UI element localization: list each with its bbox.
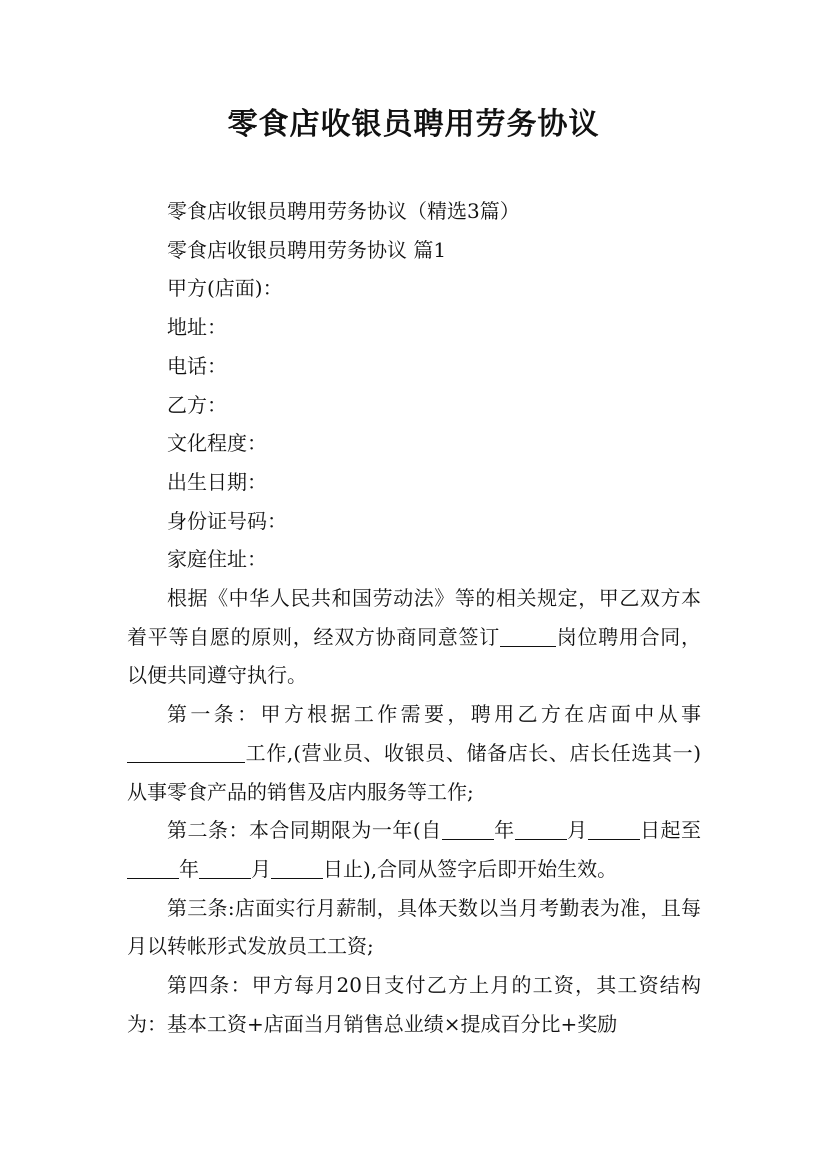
preamble-text-2: 岗位聘用合同，以便共同遵守执行。: [127, 624, 702, 688]
field-phone: 电话：: [167, 353, 227, 378]
article-2: [127, 811, 701, 888]
article-1: [127, 695, 701, 811]
article-1-text-2: 工作,(营业员、收银员、储备店长、店长任选其一)从事零食产品的销售及店内服务等工作;: [127, 740, 701, 804]
field-party-b: 乙方：: [167, 392, 227, 417]
article-1-text-1: 第一条：甲方根据工作需要，聘用乙方在店面中从事: [167, 702, 701, 727]
preamble-paragraph: [127, 579, 701, 695]
field-address: 地址：: [167, 315, 227, 340]
article-2-year-1: 年: [493, 818, 515, 843]
subtitle: 零食店收银员聘用劳务协议（精选3篇）: [167, 199, 520, 223]
start-month-blank: [515, 819, 567, 840]
article-2-suffix: 日止),合同从签字后即开始生效。: [323, 856, 618, 881]
start-day-blank: [588, 819, 640, 840]
field-education: 文化程度：: [167, 431, 267, 456]
field-birth-date: 出生日期：: [167, 469, 267, 494]
field-id-number: 身份证号码：: [167, 508, 287, 533]
document-title: 零食店收银员聘用劳务协议: [227, 107, 600, 142]
document-body: [127, 192, 701, 1043]
section-heading: 零食店收银员聘用劳务协议 篇1: [167, 237, 447, 262]
end-month-blank: [199, 858, 251, 879]
end-day-blank: [271, 858, 323, 879]
article-4: 第四条：甲方每月20日支付乙方上月的工资，其工资结构为：基本工资+店面当月销售总业绩×提成百分比+奖励: [127, 973, 701, 1036]
position-blank: [500, 626, 556, 647]
field-party-a: 甲方(店面)：: [167, 276, 283, 301]
job-blank: [127, 742, 245, 763]
field-home-address: 家庭住址：: [167, 547, 267, 572]
article-2-month-1: 月: [566, 818, 588, 843]
article-3: 第三条:店面实行月薪制，具体天数以当月考勤表为准，且每月以转帐形式发放员工工资;: [127, 895, 701, 959]
article-2-month-2: 月: [251, 856, 271, 881]
preamble-text-1: 根据《中华人民共和国劳动法》等的相关规定，甲乙双方本着平等自愿的原则，经双方协商同意签订: [127, 586, 701, 649]
article-2-year-2: 年: [179, 856, 199, 881]
end-year-blank: [127, 858, 179, 879]
article-2-prefix: 第二条：本合同期限为一年(自: [167, 818, 442, 843]
start-year-blank: [442, 819, 494, 840]
article-2-day-1: 日起至: [639, 818, 702, 843]
